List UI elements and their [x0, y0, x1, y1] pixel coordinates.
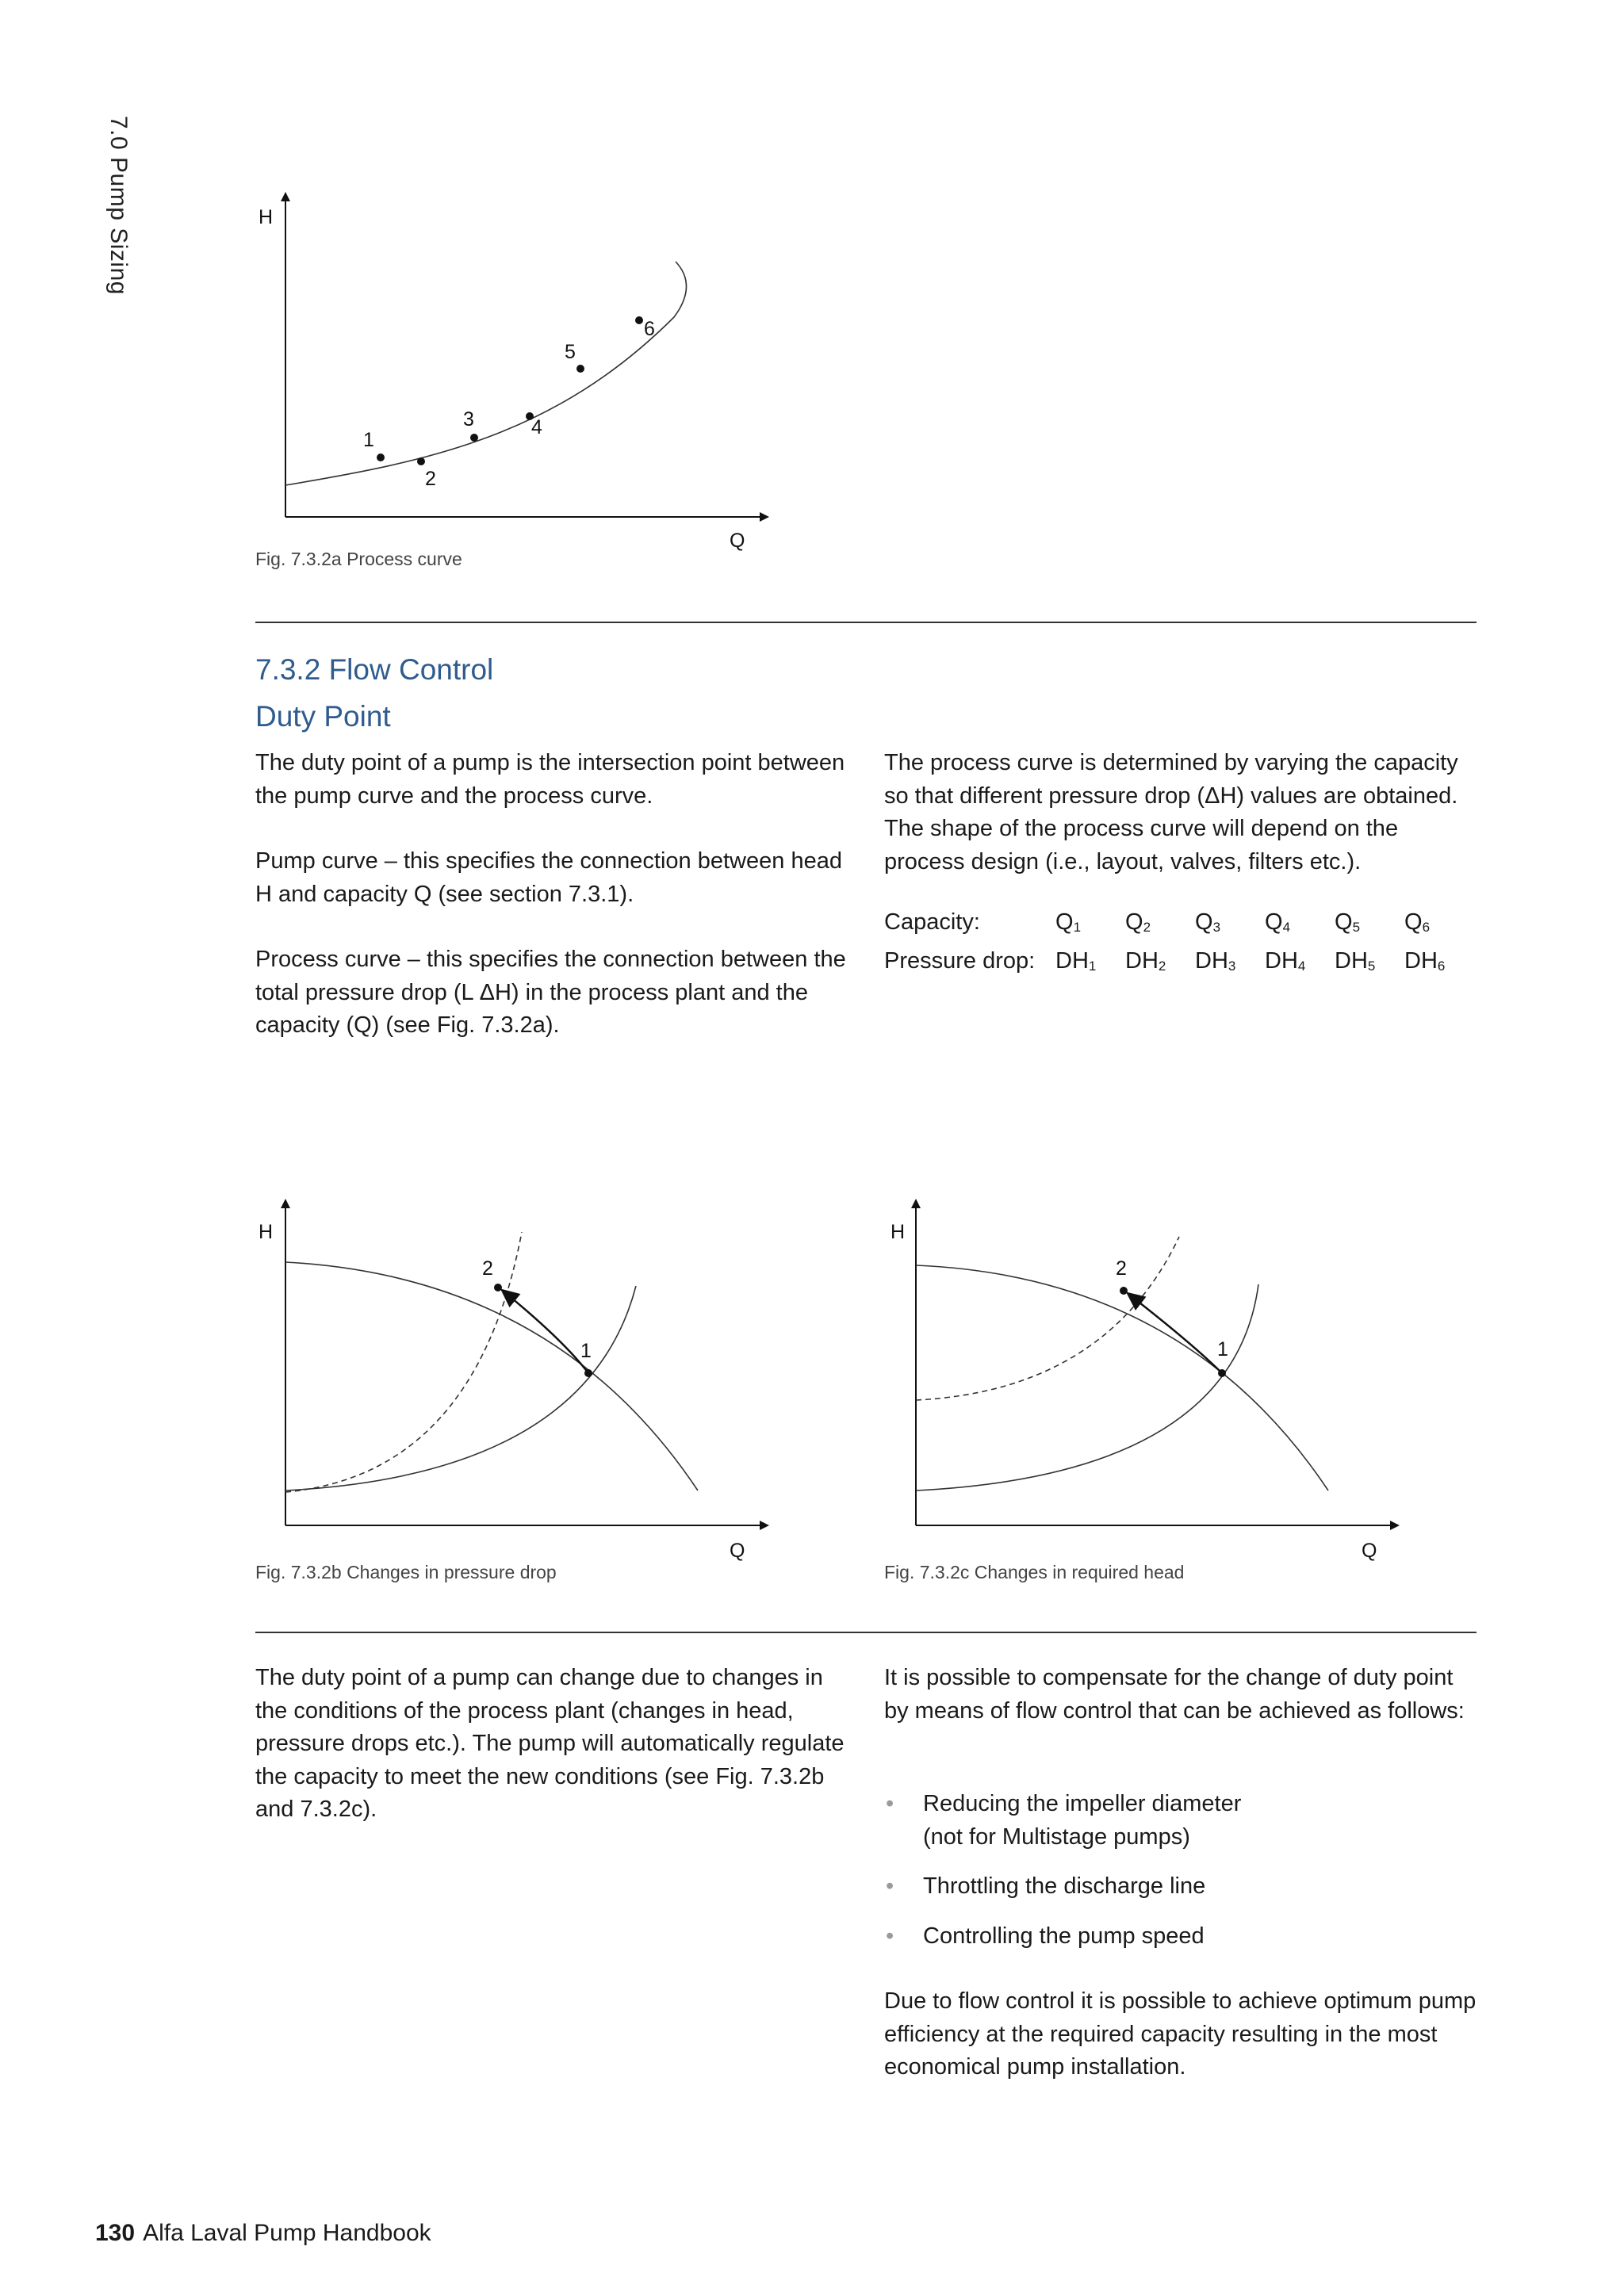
- pump-curve-line: [285, 1262, 698, 1490]
- bottom-left-column: [255, 1662, 850, 1827]
- point-5: [576, 365, 584, 373]
- point-6: [635, 316, 643, 324]
- dh-cell-1: $DH_1$: [1055, 948, 1097, 974]
- process-curve-line: [285, 262, 687, 485]
- divider-top: [255, 622, 1477, 623]
- point-label-1: 1: [1217, 1338, 1228, 1360]
- pump-curve-paragraph: Pump curve – this specifies the connection between head H and capacity Q (see section 7.3.1).: [255, 848, 842, 907]
- capacity-pressure-table: [884, 903, 1474, 981]
- q-axis-label: Q: [730, 1540, 745, 1562]
- pressure-label: Pressure drop:: [884, 948, 1036, 974]
- h-axis-label: H: [259, 206, 274, 228]
- left-column: [255, 747, 850, 1043]
- list-item: [884, 1788, 1241, 1854]
- h-axis-label: H: [891, 1221, 906, 1243]
- pressure-row: [884, 942, 1474, 981]
- fig-b-caption: Fig. 7.3.2b Changes in pressure drop: [255, 1562, 557, 1582]
- point-label-1: 1: [580, 1340, 592, 1362]
- chapter-side-tab: 7.0 Pump Sizing: [105, 116, 132, 295]
- q-cell-2: $Q_2$: [1125, 909, 1151, 935]
- duty-point-1: [584, 1369, 592, 1377]
- figure-changes-required-head: [868, 1189, 1423, 1570]
- point-label-1: 1: [363, 429, 374, 451]
- figure-changes-pressure-drop: [238, 1189, 793, 1570]
- bullet-text: Throttling the discharge line: [923, 1873, 1206, 1899]
- duty-point-2: [494, 1284, 502, 1292]
- duty-point-paragraph: The duty point of a pump is the intersection point between the pump curve and the process curve.: [255, 750, 845, 809]
- point-2: [417, 457, 425, 465]
- list-item: [884, 1870, 1241, 1904]
- section-subtitle: Duty Point: [255, 700, 391, 733]
- h-axis-label: H: [259, 1221, 274, 1243]
- new-process-curve-dashed: [916, 1237, 1179, 1400]
- fig-a-caption: Fig. 7.3.2a Process curve: [255, 549, 462, 569]
- page-footer: [95, 2220, 431, 2247]
- point-label-2: 2: [425, 468, 436, 490]
- q-cell-3: $Q_3$: [1195, 909, 1221, 935]
- process-curve-description: The process curve is determined by varying the capacity so that different pressure drop (ΔH) values are obtained. The shape of the process curve will depend on the process design (i.e., layout, valves, filters etc.).: [884, 750, 1458, 874]
- point-label-4: 4: [531, 416, 542, 438]
- point-1: [377, 453, 385, 461]
- capacity-label: Capacity:: [884, 909, 980, 935]
- dh-cell-2: $DH_2$: [1125, 948, 1166, 974]
- dh-cell-3: $DH_3$: [1195, 948, 1236, 974]
- duty-shift-arrow: [503, 1291, 588, 1373]
- flow-control-conclusion: Due to flow control it is possible to achieve optimum pump efficiency at the required capacity resulting in the most economical pump installation.: [884, 1988, 1477, 2080]
- q-cell-6: $Q_6$: [1404, 909, 1431, 935]
- q-axis-label: Q: [730, 530, 745, 552]
- bullet-text: Reducing the impeller diameter: [923, 1791, 1242, 1816]
- q-cell-1: $Q_1$: [1055, 909, 1082, 935]
- bottom-right-outro: [884, 1985, 1479, 2084]
- duty-point-1: [1218, 1369, 1226, 1377]
- point-label-5: 5: [565, 341, 576, 363]
- page-number: 130: [95, 2220, 136, 2246]
- process-curve-line: [285, 1286, 636, 1490]
- point-label-6: 6: [644, 318, 655, 340]
- flow-control-list: [884, 1788, 1241, 1969]
- fig-c-caption: Fig. 7.3.2c Changes in required head: [884, 1562, 1185, 1582]
- bullet-dot-icon: •: [886, 1791, 894, 1816]
- flow-control-intro: It is possible to compensate for the change of duty point by means of flow control that can be achieved as follows:: [884, 1665, 1465, 1724]
- bullet-note: (not for Multistage pumps): [923, 1823, 1190, 1850]
- point-label-2: 2: [1116, 1257, 1127, 1280]
- duty-change-paragraph: The duty point of a pump can change due to changes in the conditions of the process plant (changes in head, pressure drops etc.). The pump will automatically regulate the capacity to meet the new conditions (see Fig. 7.3.2b and 7.3.2c).: [255, 1665, 845, 1822]
- divider-bottom: [255, 1632, 1477, 1633]
- list-item: [884, 1920, 1241, 1954]
- dh-cell-6: $DH_6$: [1404, 948, 1446, 974]
- figure-process-curve: [238, 182, 793, 563]
- process-curve-paragraph: Process curve – this specifies the connection between the total pressure drop (L ΔH) in the process plant and the capacity (Q) (see Fig. 7.3.2a).: [255, 947, 846, 1038]
- dh-cell-5: $DH_5$: [1335, 948, 1376, 974]
- point-3: [470, 434, 478, 442]
- pump-curve-line: [916, 1265, 1328, 1490]
- section-title: 7.3.2 Flow Control: [255, 653, 494, 686]
- q-axis-label: Q: [1362, 1540, 1377, 1562]
- capacity-row: [884, 903, 1474, 942]
- bullet-dot-icon: •: [886, 1873, 894, 1899]
- q-cell-4: $Q_4$: [1265, 909, 1291, 935]
- bullet-dot-icon: •: [886, 1923, 894, 1949]
- process-curve-line: [916, 1284, 1258, 1490]
- bullet-text: Controlling the pump speed: [923, 1923, 1205, 1949]
- q-cell-5: $Q_5$: [1335, 909, 1361, 935]
- right-column: [884, 747, 1479, 878]
- book-title: Alfa Laval Pump Handbook: [143, 2220, 431, 2246]
- point-label-2: 2: [482, 1257, 493, 1280]
- duty-point-2: [1120, 1287, 1128, 1295]
- bottom-right-intro: [884, 1662, 1479, 1728]
- point-label-3: 3: [463, 408, 474, 430]
- dh-cell-4: $DH_4$: [1265, 948, 1306, 974]
